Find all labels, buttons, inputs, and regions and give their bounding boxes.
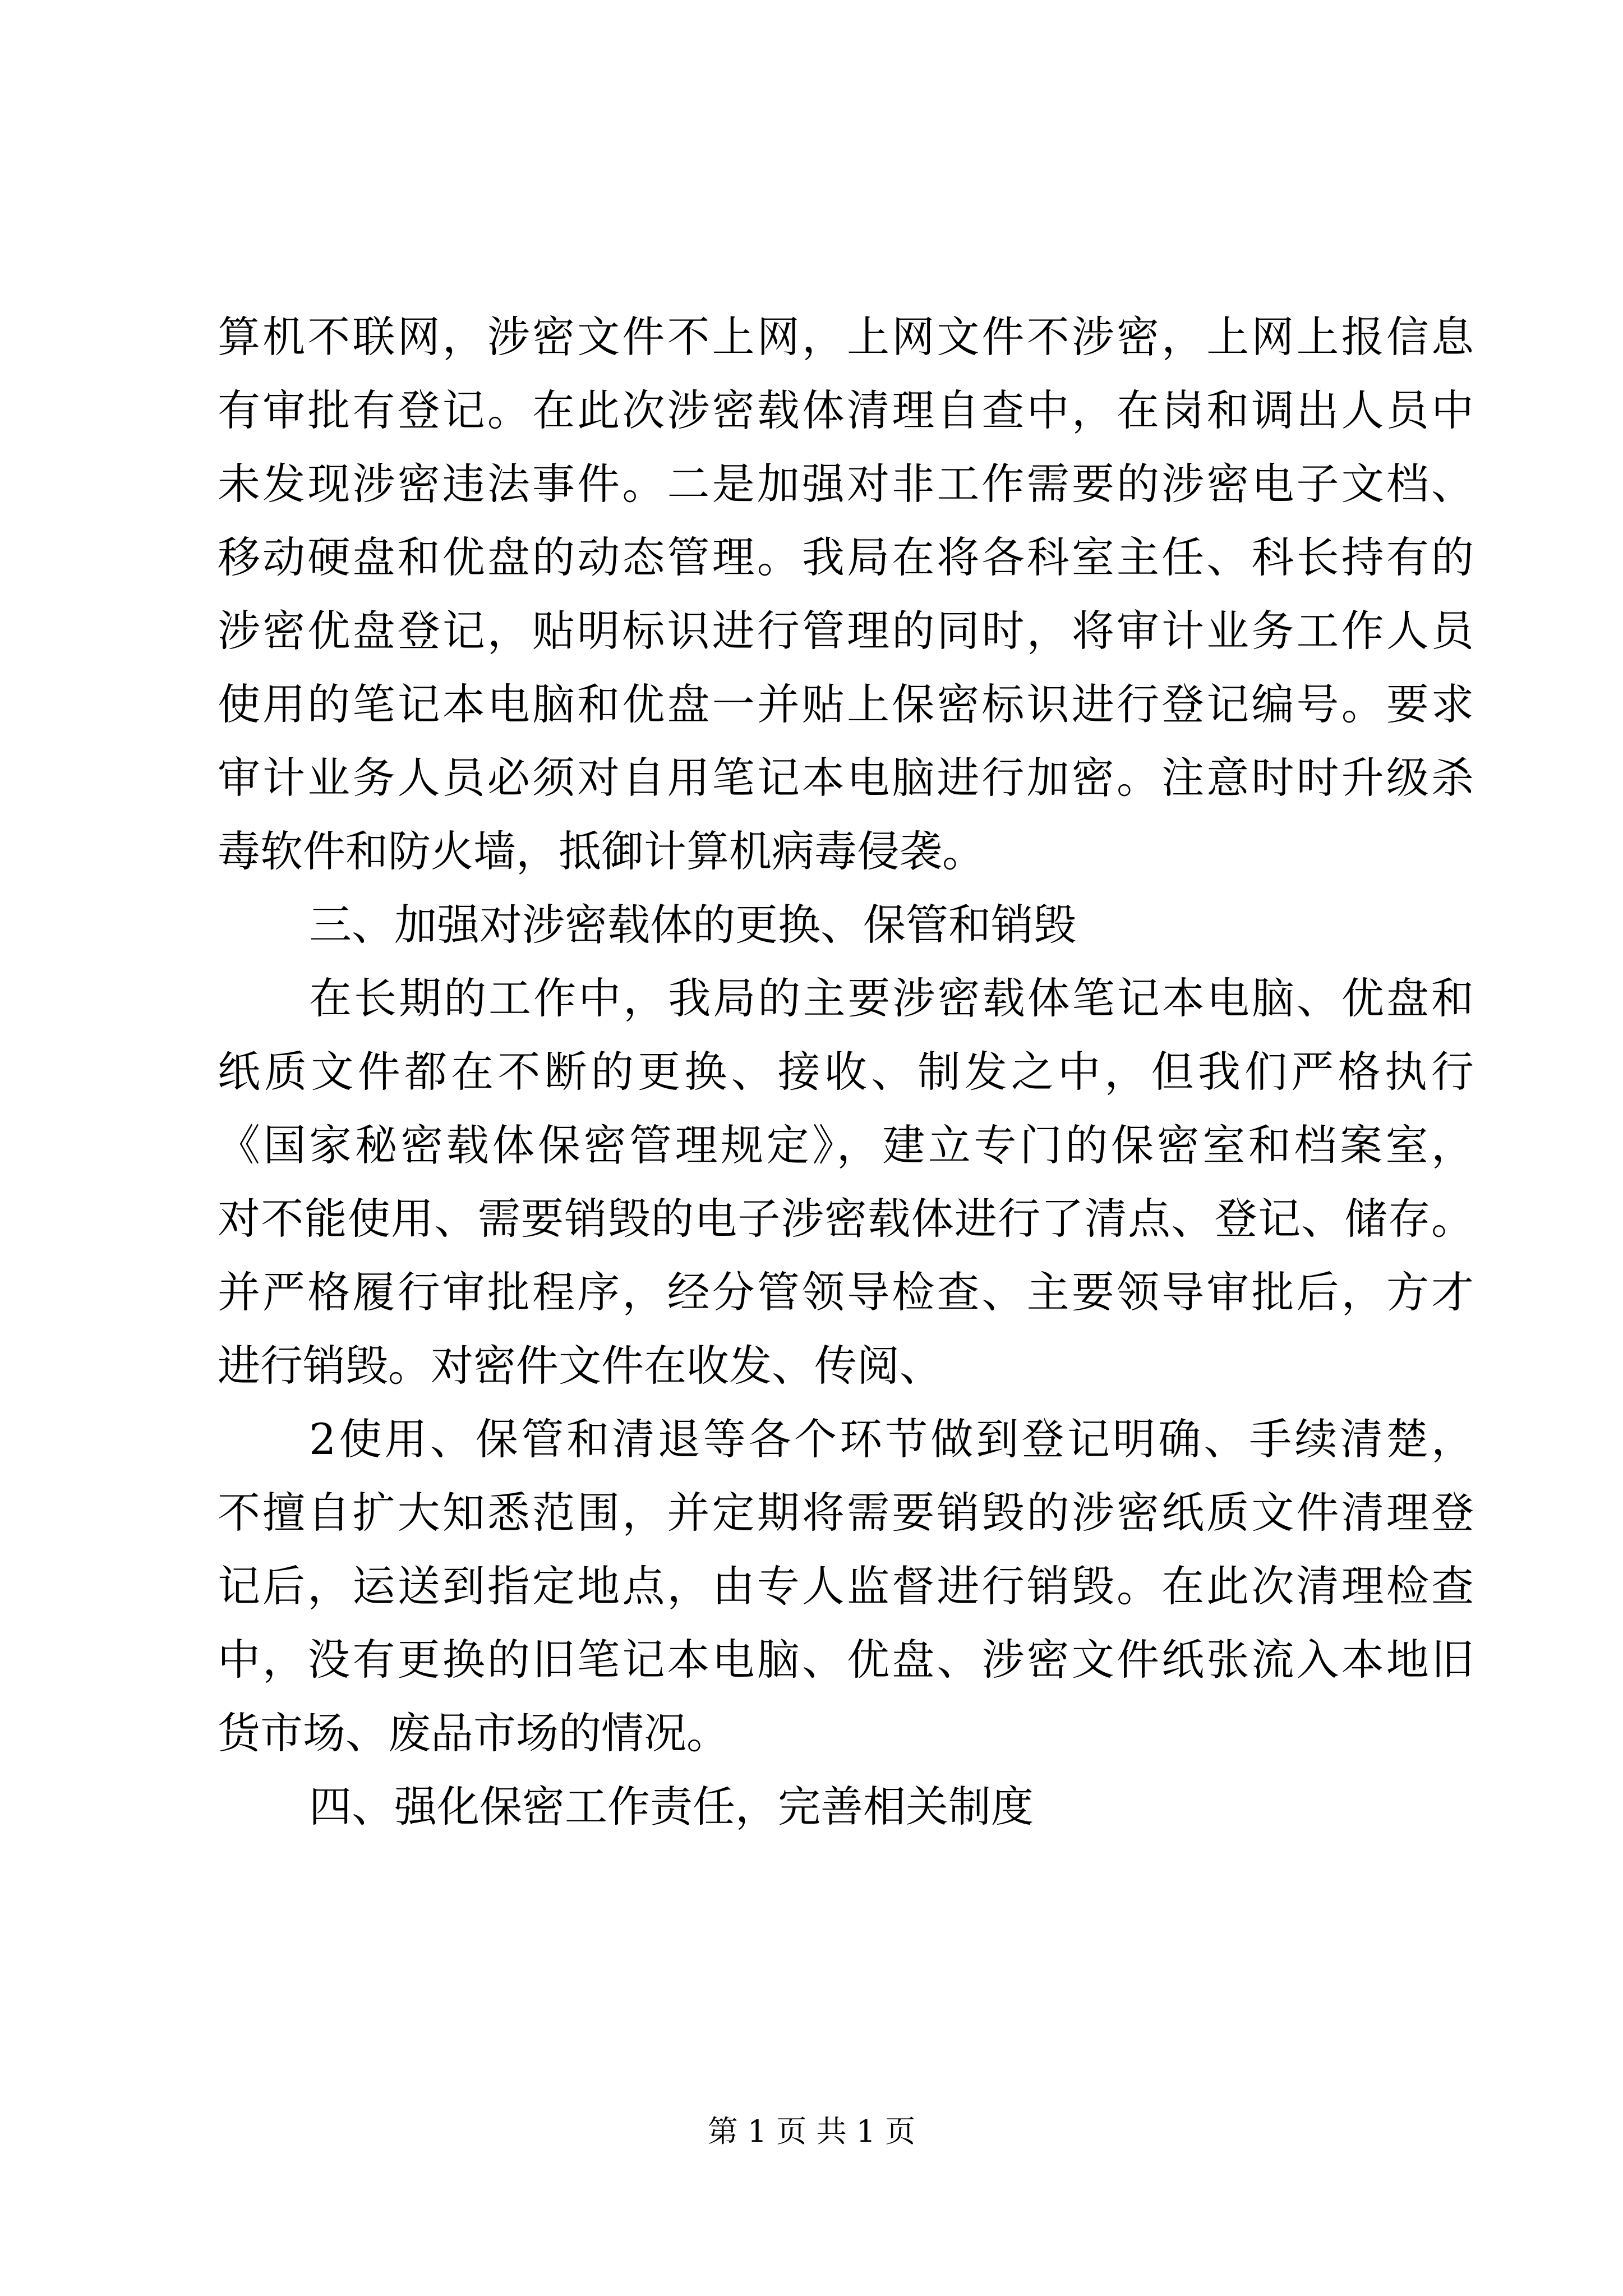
paragraph-line: 纸质文件都在不断的更换、接收、制发之中，但我们严格执行 bbox=[218, 1047, 1474, 1097]
paragraph-line: 涉密优盘登记，贴明标识进行管理的同时，将审计业务工作人员 bbox=[218, 606, 1474, 656]
paragraph-line: 使用的笔记本电脑和优盘一并贴上保密标识进行登记编号。要求 bbox=[218, 679, 1474, 729]
paragraph-line: 对不能使用、需要销毁的电子涉密载体进行了清点、登记、储存。 bbox=[218, 1194, 1474, 1244]
paragraph-line: 进行销毁。对密件文件在收发、传阅、 bbox=[218, 1341, 942, 1391]
section-heading: 三、加强对涉密载体的更换、保管和销毁 bbox=[309, 900, 1076, 950]
paragraph-line: 在长期的工作中，我局的主要涉密载体笔记本电脑、优盘和 bbox=[309, 973, 1474, 1023]
paragraph-line: 并严格履行审批程序，经分管领导检查、主要领导审批后，方才 bbox=[218, 1267, 1474, 1317]
paragraph-line: 毒软件和防火墙，抵御计算机病毒侵袭。 bbox=[218, 826, 985, 876]
paragraph-line: 2使用、保管和清退等各个环节做到登记明确、手续清楚， bbox=[309, 1414, 1474, 1464]
section-heading: 四、强化保密工作责任，完善相关制度 bbox=[309, 1782, 1034, 1832]
paragraph-line: 有审批有登记。在此次涉密载体清理自查中，在岗和调出人员中 bbox=[218, 385, 1474, 435]
document-body bbox=[218, 300, 1474, 1843]
paragraph-line: 记后，运送到指定地点，由专人监督进行销毁。在此次清理检查 bbox=[218, 1561, 1474, 1611]
paragraph-line: 不擅自扩大知悉范围，并定期将需要销毁的涉密纸质文件清理登 bbox=[218, 1488, 1474, 1538]
page-footer: 第 1 页 共 1 页 bbox=[707, 2114, 916, 2149]
paragraph-line: 算机不联网，涉密文件不上网，上网文件不涉密，上网上报信息 bbox=[218, 312, 1474, 362]
paragraph-line: 移动硬盘和优盘的动态管理。我局在将各科室主任、科长持有的 bbox=[218, 532, 1474, 582]
paragraph-line: 中，没有更换的旧笔记本电脑、优盘、涉密文件纸张流入本地旧 bbox=[218, 1635, 1474, 1685]
paragraph-line: 《国家秘密载体保密管理规定》，建立专门的保密室和档案室， bbox=[218, 1120, 1474, 1170]
paragraph-line: 未发现涉密违法事件。二是加强对非工作需要的涉密电子文档、 bbox=[218, 459, 1474, 509]
paragraph-line: 审计业务人员必须对自用笔记本电脑进行加密。注意时时升级杀 bbox=[218, 753, 1474, 803]
paragraph-line: 货市场、废品市场的情况。 bbox=[218, 1708, 729, 1758]
